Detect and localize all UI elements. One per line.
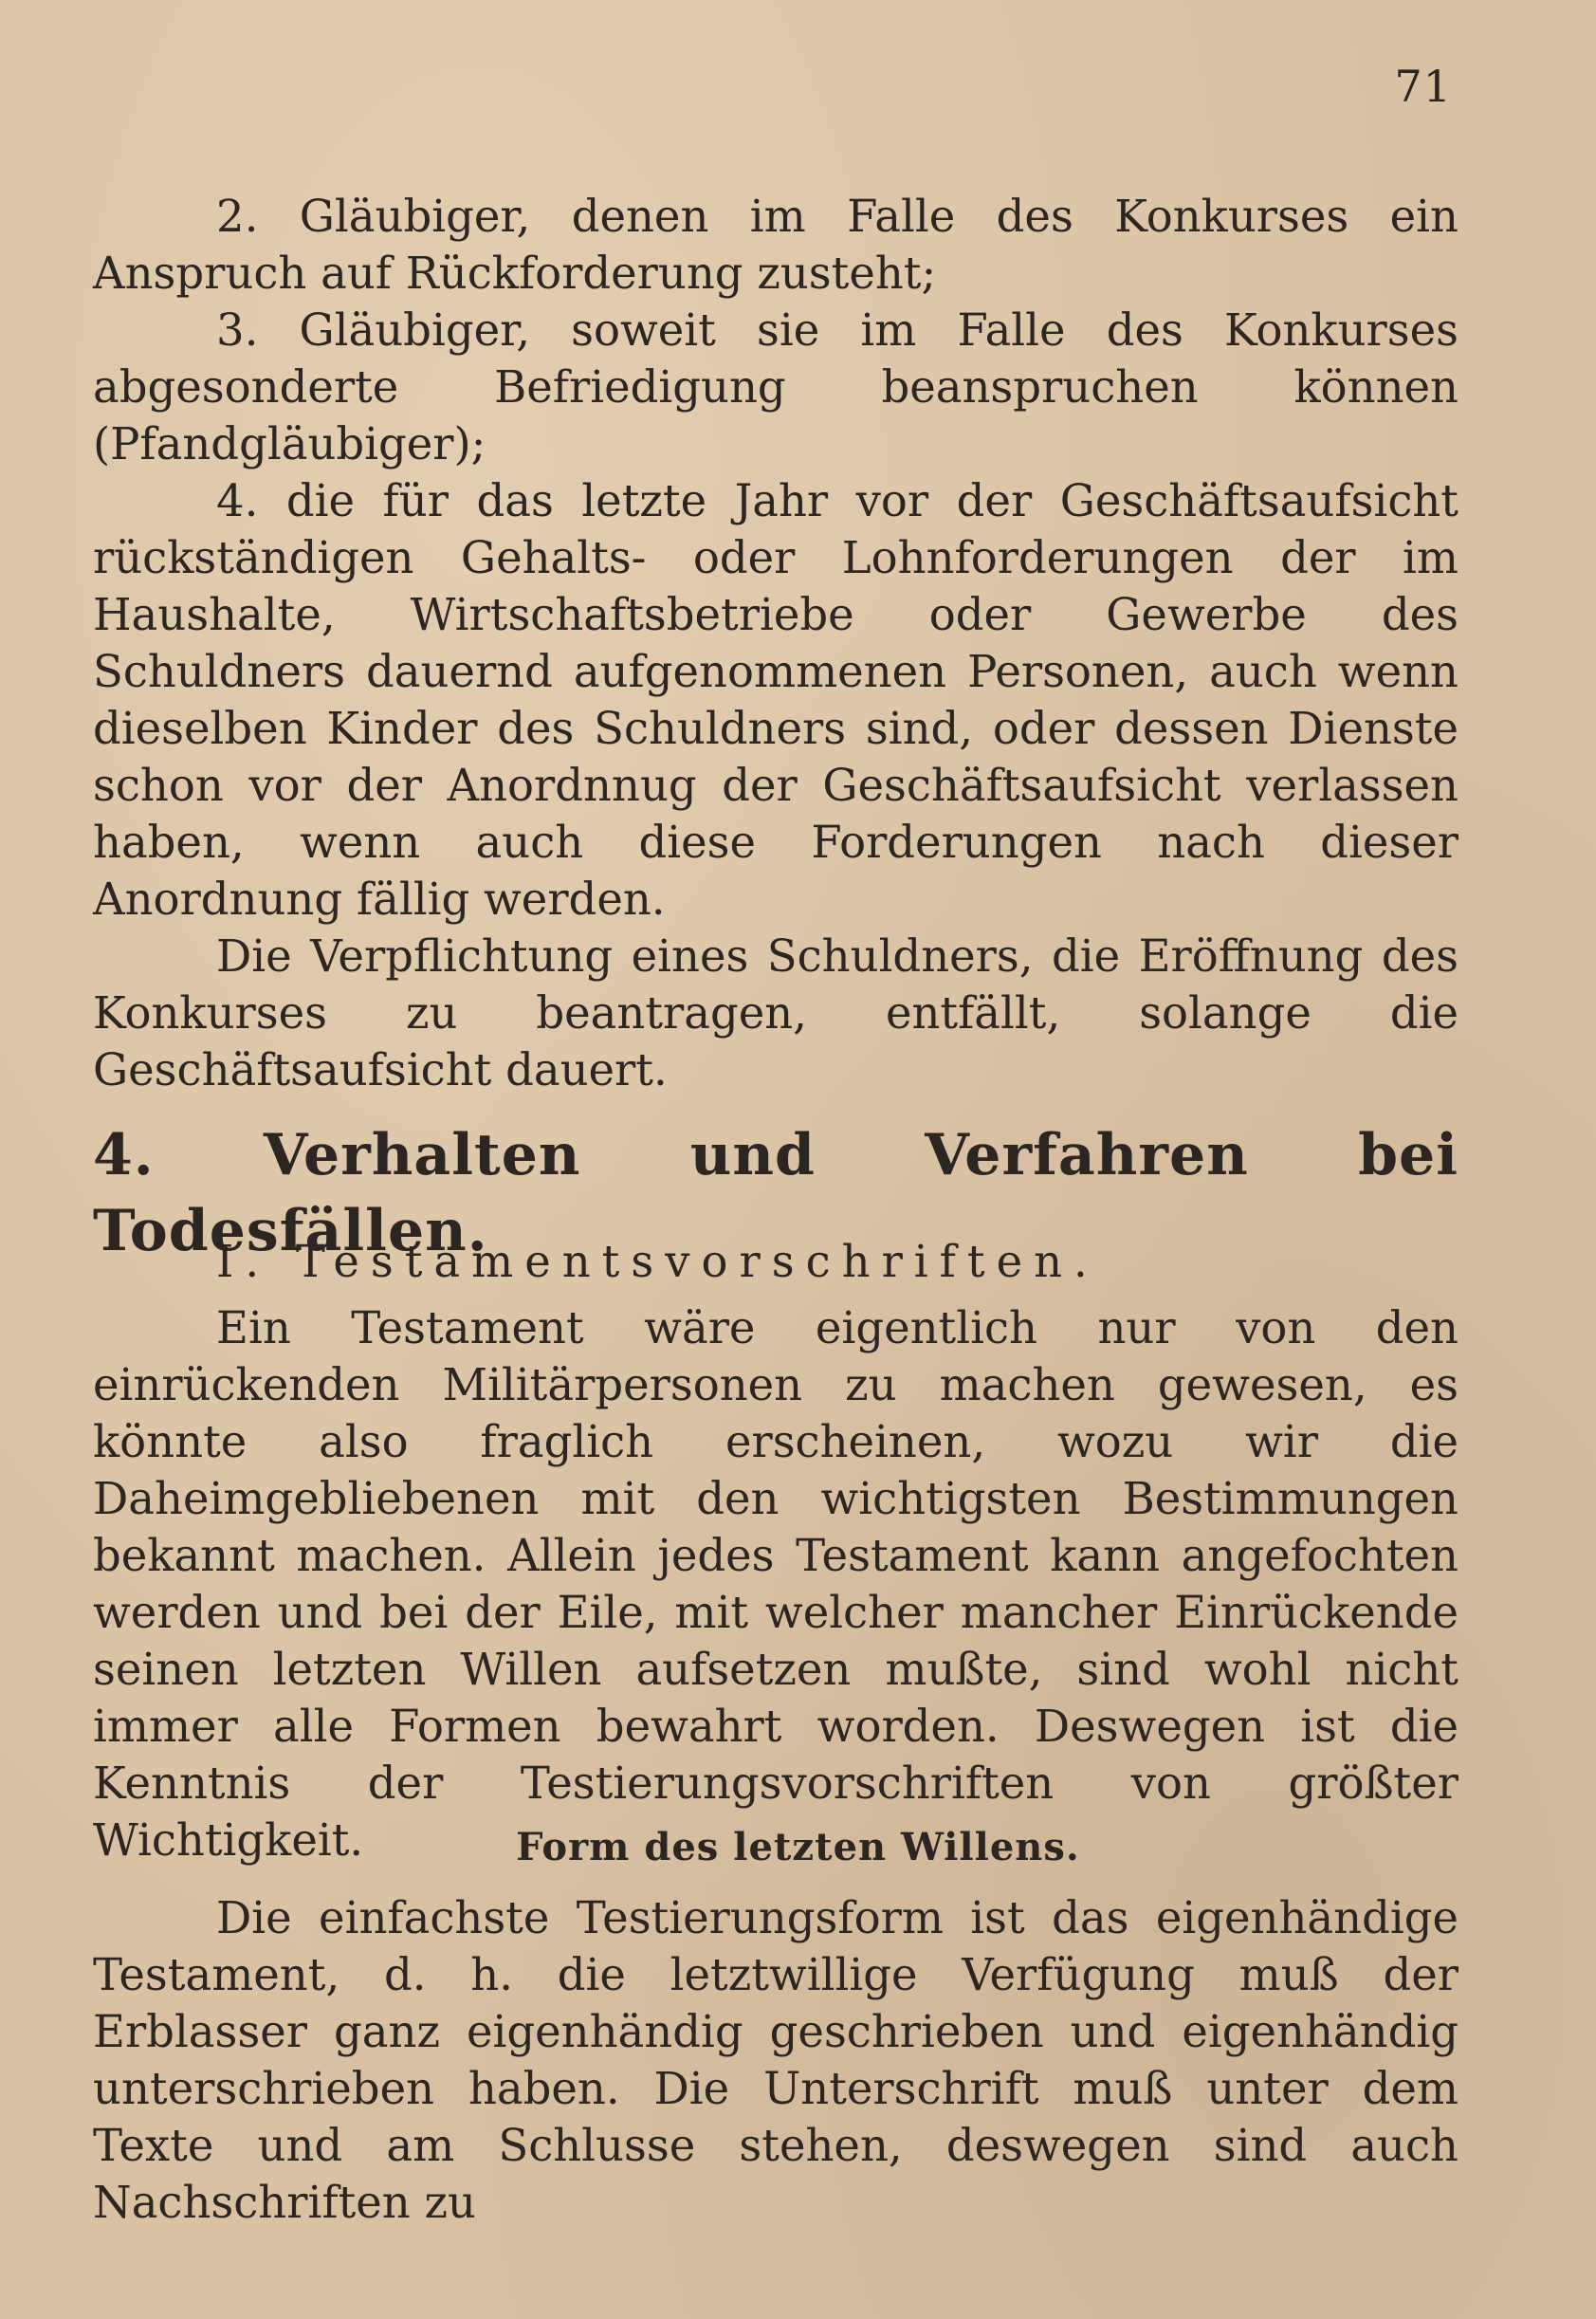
- testament-intro: [93, 1299, 1458, 1868]
- form-heading: Form des letzten Willens.: [516, 1825, 1080, 1869]
- testament-form: [93, 1889, 1458, 2231]
- paragraph-testament-intro: Ein Testament wäre eigentlich nur von den einrückenden Militärpersonen zu machen gewesen, es könnte also fraglich erscheinen, wozu wir die Daheimgebliebenen mit den wichtigsten Bestimmungen bekannt machen. Allein jedes Testament kann angefochten werden und bei der Eile, mit welcher mancher Einrückende seinen letzten Willen aufsetzen mußte, sind wohl nicht immer alle Formen bewahrt worden. Deswegen ist die Kenntnis der Testierungsvorschriften von größter Wichtigkeit.: [93, 1302, 1458, 1866]
- page-number: 71: [1394, 61, 1452, 112]
- creditor-list: [93, 188, 1458, 1098]
- paragraph-creditors-2: 2. Gläubiger, denen im Falle des Konkurses ein Anspruch auf Rückforderung zusteht;: [93, 191, 1458, 299]
- section-heading: 4. Verhalten und Verfahren bei Todesfällen.: [93, 1122, 1458, 1264]
- paragraph-creditors-4: 4. die für das letzte Jahr vor der Geschäftsaufsicht rückständigen Gehalts- oder Lohnforderungen der im Haushalte, Wirtschaftsbetriebe oder Gewerbe des Schuldners dauernd aufgenommenen Personen, auch wenn dieselben Kinder des Schuldners sind, oder dessen Dienste schon vor der Anordnnug der Geschäftsaufsicht verlassen haben, wenn auch diese Forderungen nach dieser Anordnung fällig werden.: [93, 475, 1458, 925]
- paragraph-testament-form: Die einfachste Testierungsform ist das eigenhändige Testament, d. h. die letztwillige Verfügung muß der Erblasser ganz eigenhändig geschrieben und eigenhändig unterschrieben haben. Die Unterschrift muß unter dem Texte und am Schlusse stehen, deswegen sind auch Nachschriften zu: [93, 1892, 1458, 2228]
- paragraph-bankruptcy-obligation: Die Verpflichtung eines Schuldners, die Eröffnung des Konkurses zu beantragen, entfällt, solange die Geschäftsaufsicht dauert.: [93, 930, 1458, 1095]
- paragraph-creditors-3: 3. Gläubiger, soweit sie im Falle des Konkurses abgesonderte Befriedigung beanspruchen können (Pfandgläubiger);: [93, 304, 1458, 469]
- sub-heading: I. Testamentsvorschriften.: [216, 1236, 1099, 1287]
